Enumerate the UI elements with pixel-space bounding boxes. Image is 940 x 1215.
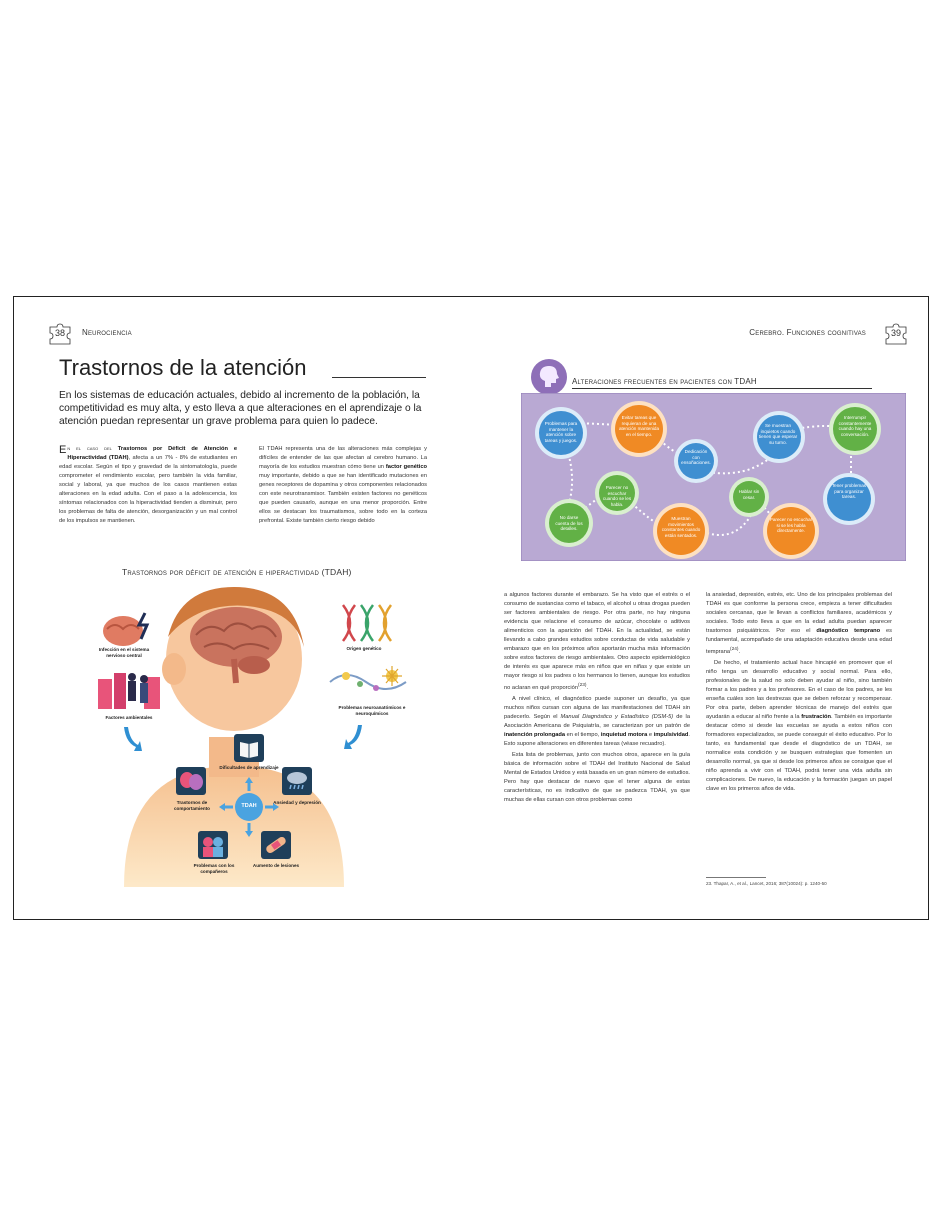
title-underline [332,377,426,378]
running-head: Cerebro. Funciones cognitivas [749,328,866,337]
figure-title: Trastornos por déficit de atención e hiperactividad (TDAH) [122,567,352,577]
page-number: 38 [54,328,65,338]
left-column-2: El TDAH representa una de las alteraciones más complejas y difíciles de entender de las que afectan al cerebro humano. La mayoría de los estudios muestran cómo tiene un factor genético muy importante, debido a que se han identificado mutaciones en genes receptores de dopamina y otros componentes relacionados con este neurotransmisor. También existen factores no genéticos que pueden causarlo, aunque en una menor proporción. Entre ellos se destacan los traumatismos, sobre todo en la corteza prefrontal. Existe también cierto riesgo debido [259,446,427,524]
environment-factors-icon [96,669,166,711]
bubble-text: Problemas para mantener la atención sobre tareas y juegos. [544,421,578,443]
footnote-rule [706,877,766,878]
label-companeros: Problemas con los compañeros [193,863,235,874]
bubble-text: Evitar tareas que requieran de una atención mantenida en el tiempo. [618,415,660,437]
bubble-text: Parecer no escuchar si se les habla directamente. [769,517,813,534]
infographic-title-rule [572,388,872,389]
right-column-1: a algunos factores durante el embarazo. Se ha visto que el estrés o el consumo de sustancias como el tabaco, el alcohol u otras drogas pueden ser factores ambientales de riesgo. Por otra parte, no hay ninguna evidencia que relacione el consumo de azúcar, chocolate o aditivos alimenticios con la aparición del TDAH. En la actualidad, se están llevando a cabo grandes estudios sobre conductas de vida saludable y embarazo que en los próximos años aportarán mucha más información sobre estos factores de riesgo ambientales. Otro aspecto epidemiológico de interés es que aparece más en niños que en niñas y que existe un mayor riesgo si los padres o los hermanos lo tienen, aunque los estudios no aclaran en qué proporción$^{(23)}$. A nivel clínico, el diagnóstico puede suponer un desafío, ya que muchos niños cursan con alguna de las manifestaciones del TDAH sin padecerlo. Según el Manual Diagnóstico y Estadístico (DSM-5) de la Asociación Americana de Psiquiatría, se caracterizan por un patrón de inatención prolongada en el tiempo, inquietud motora e impulsividad. Esto supone alteraciones en diferentes tareas (véase recuadro). Esta lista de problemas, junto con muchos otros, aparece en la guía básica de información sobre el TDAH del Instituto Nacional de Salud Mental de Estados Unidos y está basada en un gran número de estudios. Pero hay que destacar de nuevo que el tener alguna de estas características, no es indicativo de que se padezca TDAH, ya que muchas de ellas cursan con otros problemas como [504,592,690,803]
book-icon [234,734,264,762]
left-column-1: En el caso del Trastornos por Déficit de Atención e Hiperactividad (TDAH), afecta a un 7% - 8% de estudiantes en edad escolar. Según el tipo y gravedad de la sintomatología, puede comprometer el rendimiento escolar, pero también la vida familiar, social y laboral, ya que muchos de los casos mantienen estas alteraciones en la edad adulta. Con el paso a la adolescencia, los síntomas relacionados con la hiperactividad tienden a disminuir, pero los problemas de falta de atención, desorganización y un mal control de los impulsos se mantienen. [59,444,237,524]
label-comportamiento: Trastornos de comportamiento [174,800,210,811]
label-infeccion: Infección en el sistema nervioso central [98,647,150,658]
label-ansiedad: Ansiedad y depresión [273,800,321,805]
book-spread [13,296,929,920]
bandage-icon [261,831,291,859]
bubble-text: Tener problemas para organizar tareas. [831,483,867,500]
rain-cloud-icon [282,767,312,795]
tdah-hub-label: TDAH [241,803,257,809]
bubble-text: Muestran movimientos constantes cuando están sentados. [661,516,701,538]
page-title: Trastornos de la atención [59,355,307,380]
infection-brain-icon [99,609,159,649]
page-number-badge [884,323,908,345]
neurons-icon [326,662,411,702]
drop-cap: E [59,444,67,456]
right-page [471,297,928,919]
bubble-text: Parecer no escuchar cuando se les habla. [602,485,632,507]
left-page [14,297,471,919]
right-column-2: la ansiedad, depresión, estrés, etc. Uno de los principales problemas del TDAH es que conforme la persona crece, empieza a tener dificultades sociales cercanas, que le llevan a conflictos familiares, académicos y sociales. Todo esto lleva a que en la edad adulta puedan aparecer trastornos psiquiátricos. Por eso el diagnóstico temprano es fundamental, acompañado de una adaptación educativa desde una edad temprana$^{(24)}$. De hecho, el tratamiento actual hace hincapié en promover que el niño tenga un desarrollo educativo y social normal. Para ello, profesionales de la salud no solo deben ayudar al niño, sino también formar a los padres y a los profesores. En el caso de los padres, se les enseña cuáles son las destrezas que se deben reforzar y recompensar. Por otra parte, deben aprender técnicas de manejo del estrés que ayudarán a educar al niño frente a la frustración. También es importante destacar cómo si desde las escuelas se ayuda a estos niños con formadores especializados, se puede conseguir el éxito educativo. Por lo tanto, es fundamental que desde el diagnóstico de un TDAH, se normalice esta condición y se busquen estrategias que fomenten un desarrollo normal, ya que si desde los primeros años se consigue que el niño aprenda a vivir con el TDAH, podrá tener una vida adulta sin complicaciones. De nuevo, la educación y la formación juegan un papel clave en los primeros años de vida. [706,592,892,792]
brain-icon [190,607,282,667]
bubble-text: Hablar sin cesar. [738,489,760,500]
head-profile-icon [531,359,567,395]
theatre-masks-icon [176,767,206,795]
label-lesiones: Aumento de lesiones [252,863,300,868]
cerebellum [238,656,270,674]
lead-paragraph: En los sistemas de educación actuales, debido al incremento de la población, la competitividad es muy alta, y esto lleva a que alteraciones en el aprendizaje o la atención puedan representar un grave problema para quien lo padece. [59,390,422,427]
page-number: 39 [890,328,901,338]
label-genetico: Origen genético [346,646,382,651]
dna-icon [337,603,395,643]
footnote: 23. Thapar, A., et al., Lancet, 2016; 387(10024): p. 1240-50 [706,881,827,886]
infographic-title: Alteraciones frecuentes en pacientes con TDAH [572,377,757,386]
page-number-badge [48,323,72,345]
bubble-text: Interrumpir constantemente cuando hay una conversación. [838,415,872,437]
label-aprendizaje: Dificultades de aprendizaje [219,765,279,770]
arrow-down-icon [342,723,366,753]
bubble-text: Se muestran inquietos cuando tienen que esperar su turno. [758,423,798,445]
label-factores: Factores ambientales [105,715,153,720]
arrow-down-icon [120,725,144,755]
bubble-text: Dedicación con ensoñaciones. [681,449,711,466]
bubble-text: No darse cuenta de los detalles. [555,515,583,532]
peers-icon [198,831,228,859]
running-head: Neurociencia [82,328,132,337]
label-neuro: Problemas neuroanatómicos e neuroquímicos [338,705,406,716]
